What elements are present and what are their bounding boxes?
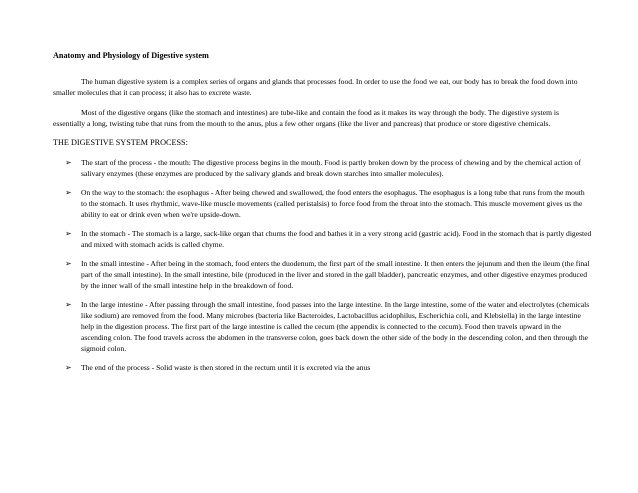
step-text-large-intestine: In the large intestine - After passing through the small intestine, food passes into the large intestine. In the large intestine, some of the water and electrolytes (chemicals like sodium) are removed from the food. Many microbes (bacteria like Bacteroides, Lactobacillus acidophilus, Escherichia coli, and Klebsiella) in the large intestine help in the digestion process. The first part of the large intestine is called the cecum (the appendix is connected to the cecum). Food then travels upward in the ascending colon. The food travels across the abdomen in the transverse colon, goes back down the other side of the body in the descending colon, and then through the sigmoid colon. [81, 300, 590, 353]
list-item [53, 187, 592, 220]
step-text-mouth: The start of the process - the mouth: The digestive process begins in the mouth. Food is partly broken down by the process of chewing and by the chemical action of salivary enzymes (these enzymes are produced by the salivary glands and break down starches into smaller molecules). [81, 158, 581, 178]
document-title: Anatomy and Physiology of Digestive system [53, 51, 209, 60]
step-text-esophagus: On the way to the stomach: the esophagus - After being chewed and swallowed, the food enters the esophagus. The esophagus is a long tube that runs from the mouth to the stomach. It uses rhythmic, wave-like muscle movements (called peristalsis) to force food from the throat into the stomach. This muscle movement gives us the ability to eat or drink even when we're upside-down. [81, 188, 585, 219]
list-item [53, 299, 592, 354]
arrow-bullet-icon: ➢ [65, 158, 72, 167]
arrow-bullet-icon: ➢ [65, 259, 72, 268]
document-page [53, 51, 592, 381]
step-text-stomach: In the stomach - The stomach is a large, sack-like organ that churns the food and bathes it in a very strong acid (gastric acid). Food in the stomach that is partly digested and mixed with stomach acids is called chyme. [81, 229, 592, 249]
intro-paragraph: The human digestive system is a complex series of organs and glands that processes food. In order to use the food we eat, our body has to break the food down into smaller molecules that it can process; it also has to excrete waste. [53, 77, 578, 97]
step-text-end: The end of the process - Solid waste is then stored in the rectum until it is excreted via the anus [81, 363, 371, 372]
list-item [53, 228, 592, 250]
list-item [53, 362, 592, 373]
step-text-small-intestine: In the small intestine - After being in the stomach, food enters the duodenum, the first part of the small intestine. It then enters the jejunum and then the ileum (the final part of the small intestine). In the small intestine, bile (produced in the liver and stored in the gall bladder), pancreatic enzymes, and other digestive enzymes produced by the inner wall of the small intestine help in the breakdown of food. [81, 259, 590, 290]
list-item [53, 157, 592, 179]
organs-paragraph: Most of the digestive organs (like the stomach and intestines) are tube-like and contain the food as it makes its way through the body. The digestive system is essentially a long, twisting tube that runs from the mouth to the anus, plus a few other organs (like the liver and pancreas) that produce or store digestive chemicals. [53, 108, 559, 128]
list-item [53, 258, 592, 291]
arrow-bullet-icon: ➢ [65, 363, 72, 372]
process-steps-list [53, 157, 592, 373]
section-heading: THE DIGESTIVE SYSTEM PROCESS: [53, 138, 188, 147]
arrow-bullet-icon: ➢ [65, 300, 72, 309]
arrow-bullet-icon: ➢ [65, 188, 72, 197]
arrow-bullet-icon: ➢ [65, 229, 72, 238]
